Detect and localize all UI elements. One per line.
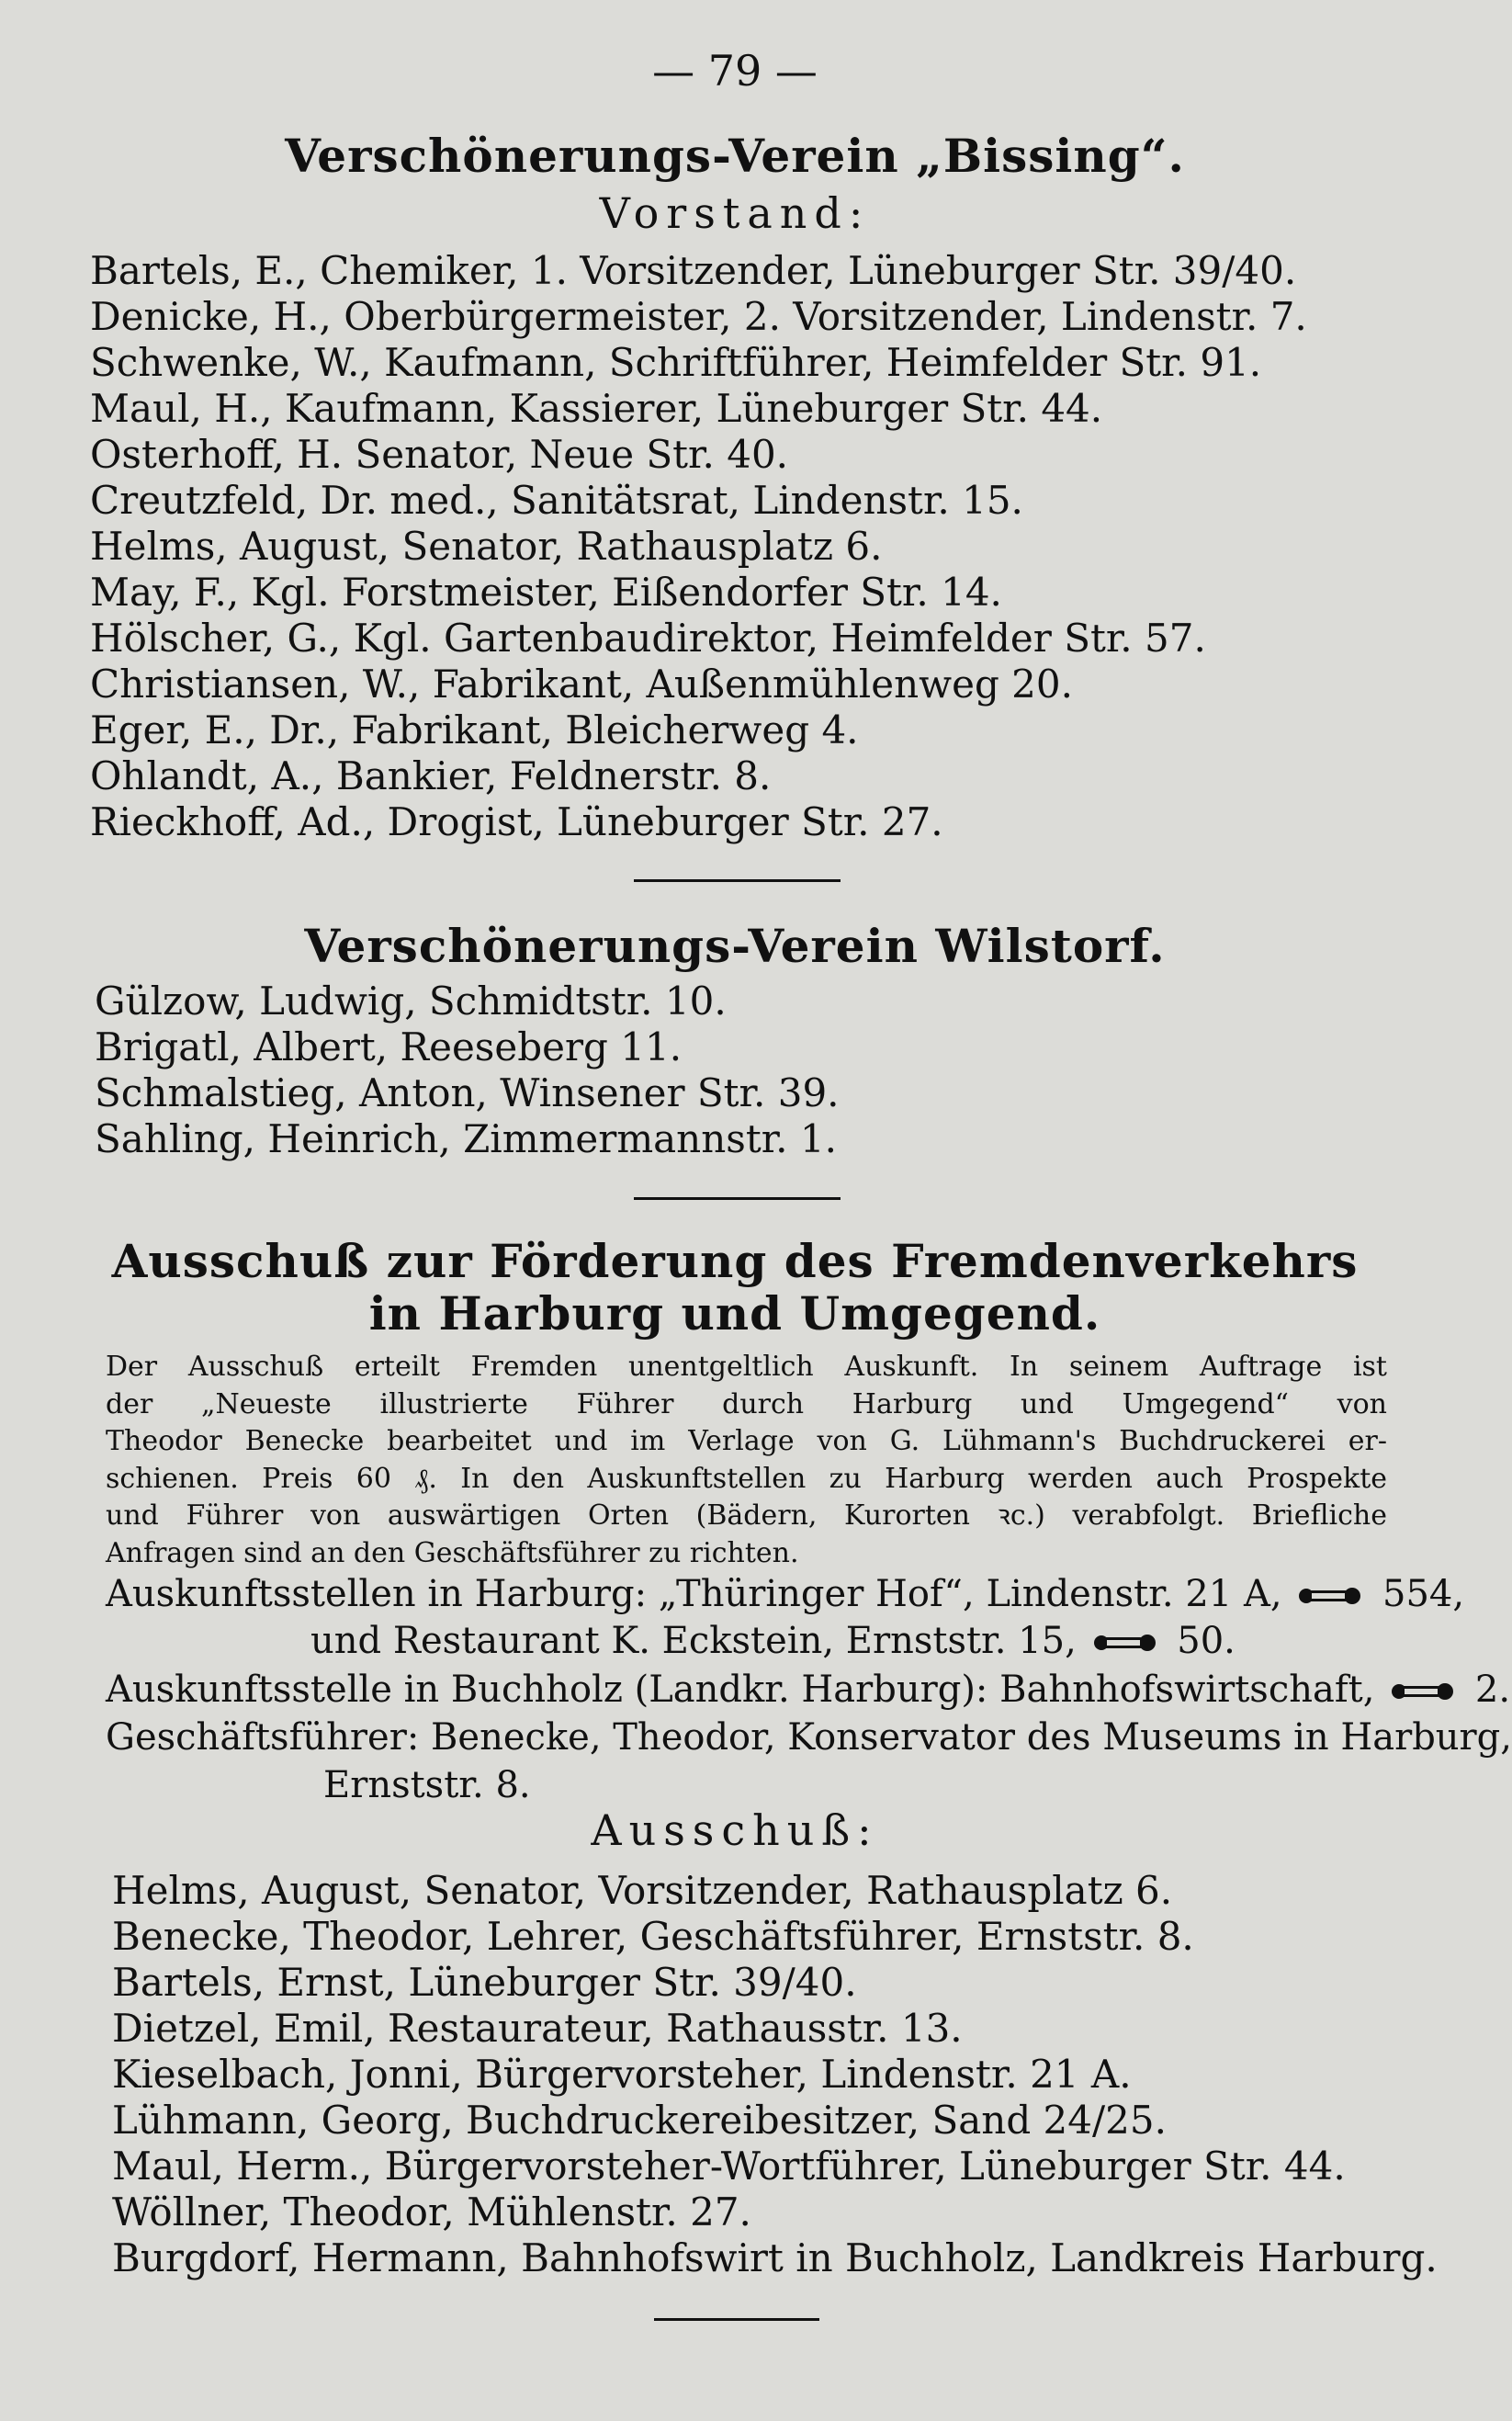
list-item: Sahling, Heinrich, Zimmermannstr. 1. xyxy=(95,1116,837,1161)
telephone-icon xyxy=(1094,1623,1160,1665)
info-harburg-phone: 554, xyxy=(1382,1573,1465,1615)
list-item: Lühmann, Georg, Buchdruckereibesitzer, Sand 24/25. xyxy=(112,2098,1167,2143)
list-item: Wöllner, Theodor, Mühlenstr. 27. xyxy=(112,2189,751,2234)
list-item: Rieckhoff, Ad., Drogist, Lüneburger Str. 27. xyxy=(90,799,943,844)
paragraph-line: Theodor Benecke bearbeitet und im Verlage von G. Lühmann's Buchdruckerei er- xyxy=(106,1425,1387,1457)
list-item: May, F., Kgl. Forstmeister, Eißendorfer Str. 14. xyxy=(90,570,1002,615)
info-buchholz-text: Auskunftsstelle in Buchholz (Landkr. Harburg): Bahnhofswirtschaft, xyxy=(106,1669,1375,1711)
list-item: Brigatl, Albert, Reeseberg 11. xyxy=(95,1024,683,1069)
list-item: Eger, E., Dr., Fabrikant, Bleicherweg 4. xyxy=(90,707,859,752)
section-title-wilstorf: Verschönerungs-Verein Wilstorf. xyxy=(304,919,1166,973)
list-item: Hölscher, G., Kgl. Gartenbaudirektor, Heimfelder Str. 57. xyxy=(90,616,1206,661)
info-manager-address: Ernststr. 8. xyxy=(323,1764,531,1806)
intro-paragraph xyxy=(106,1349,1387,1572)
telephone-icon xyxy=(1299,1576,1365,1618)
list-item: Creutzfeld, Dr. med., Sanitätsrat, Lindenstr. 15. xyxy=(90,478,1023,523)
section-divider xyxy=(634,879,841,882)
info-harburg xyxy=(106,1573,1464,1618)
page-number: — 79 — xyxy=(652,46,818,96)
list-item: Bartels, Ernst, Lüneburger Str. 39/40. xyxy=(112,1960,857,2005)
paragraph-line: Anfragen sind an den Geschäftsführer zu richten. xyxy=(106,1536,799,1569)
list-item: Burgdorf, Hermann, Bahnhofswirt in Buchholz, Landkreis Harburg. xyxy=(112,2235,1438,2280)
section-divider xyxy=(634,1197,841,1200)
info-restaurant-phone: 50. xyxy=(1177,1620,1236,1662)
info-restaurant xyxy=(310,1620,1236,1665)
paragraph-line: Der Ausschuß erteilt Fremden unentgeltlich Auskunft. In seinem Auftrage ist xyxy=(106,1351,1387,1383)
list-item: Bartels, E., Chemiker, 1. Vorsitzender, Lüneburger Str. 39/40. xyxy=(90,248,1297,293)
section-title-ausschuss: Ausschuß zur Förderung des Fremdenverkehrs xyxy=(111,1234,1359,1288)
info-restaurant-text: und Restaurant K. Eckstein, Ernststr. 15, xyxy=(310,1620,1077,1662)
info-buchholz xyxy=(106,1669,1510,1714)
section-title-ausschuss-line2: in Harburg und Umgegend. xyxy=(368,1286,1101,1341)
subheading-ausschuss: Ausschuß: xyxy=(591,1805,879,1855)
list-item: Maul, Herm., Bürgervorsteher-Wortführer, Lüneburger Str. 44. xyxy=(112,2144,1346,2189)
list-item: Osterhoff, H. Senator, Neue Str. 40. xyxy=(90,432,789,477)
list-item: Maul, H., Kaufmann, Kassierer, Lüneburger Str. 44. xyxy=(90,386,1103,431)
list-item: Helms, August, Senator, Vorsitzender, Rathausplatz 6. xyxy=(112,1868,1173,1913)
list-item: Schwenke, W., Kaufmann, Schriftführer, Heimfelder Str. 91. xyxy=(90,340,1262,385)
section-title-bissing: Verschönerungs-Verein „Bissing“. xyxy=(285,129,1185,183)
list-item: Helms, August, Senator, Rathausplatz 6. xyxy=(90,524,883,569)
info-harburg-text: Auskunftsstellen in Harburg: „Thüringer Hof“, Lindenstr. 21 A, xyxy=(106,1573,1282,1615)
list-item: Benecke, Theodor, Lehrer, Geschäftsführer, Ernststr. 8. xyxy=(112,1914,1194,1959)
info-manager: Geschäftsführer: Benecke, Theodor, Konservator des Museums in Harburg, xyxy=(106,1716,1512,1759)
list-item: Denicke, H., Oberbürgermeister, 2. Vorsitzender, Lindenstr. 7. xyxy=(90,294,1307,339)
list-item: Kieselbach, Jonni, Bürgervorsteher, Lindenstr. 21 A. xyxy=(112,2052,1132,2097)
telephone-icon xyxy=(1392,1671,1458,1714)
list-item: Schmalstieg, Anton, Winsener Str. 39. xyxy=(95,1070,840,1115)
info-buchholz-phone: 2. xyxy=(1474,1669,1511,1711)
section-divider xyxy=(654,2318,819,2321)
subheading-vorstand: Vorstand: xyxy=(599,188,871,238)
list-item: Gülzow, Ludwig, Schmidtstr. 10. xyxy=(95,979,727,1024)
paragraph-line: und Führer von auswärtigen Orten (Bädern, Kurorten ꝛc.) verabfolgt. Briefliche xyxy=(106,1499,1387,1532)
list-item: Christiansen, W., Fabrikant, Außenmühlenweg 20. xyxy=(90,662,1073,707)
paragraph-line: der „Neueste illustrierte Führer durch Harburg und Umgegend“ von xyxy=(106,1387,1387,1420)
list-item: Dietzel, Emil, Restaurateur, Rathausstr. 13. xyxy=(112,2006,963,2051)
list-item: Ohlandt, A., Bankier, Feldnerstr. 8. xyxy=(90,753,772,798)
paragraph-line: schienen. Preis 60 ₰. In den Auskunftstellen zu Harburg werden auch Prospekte xyxy=(106,1462,1387,1495)
